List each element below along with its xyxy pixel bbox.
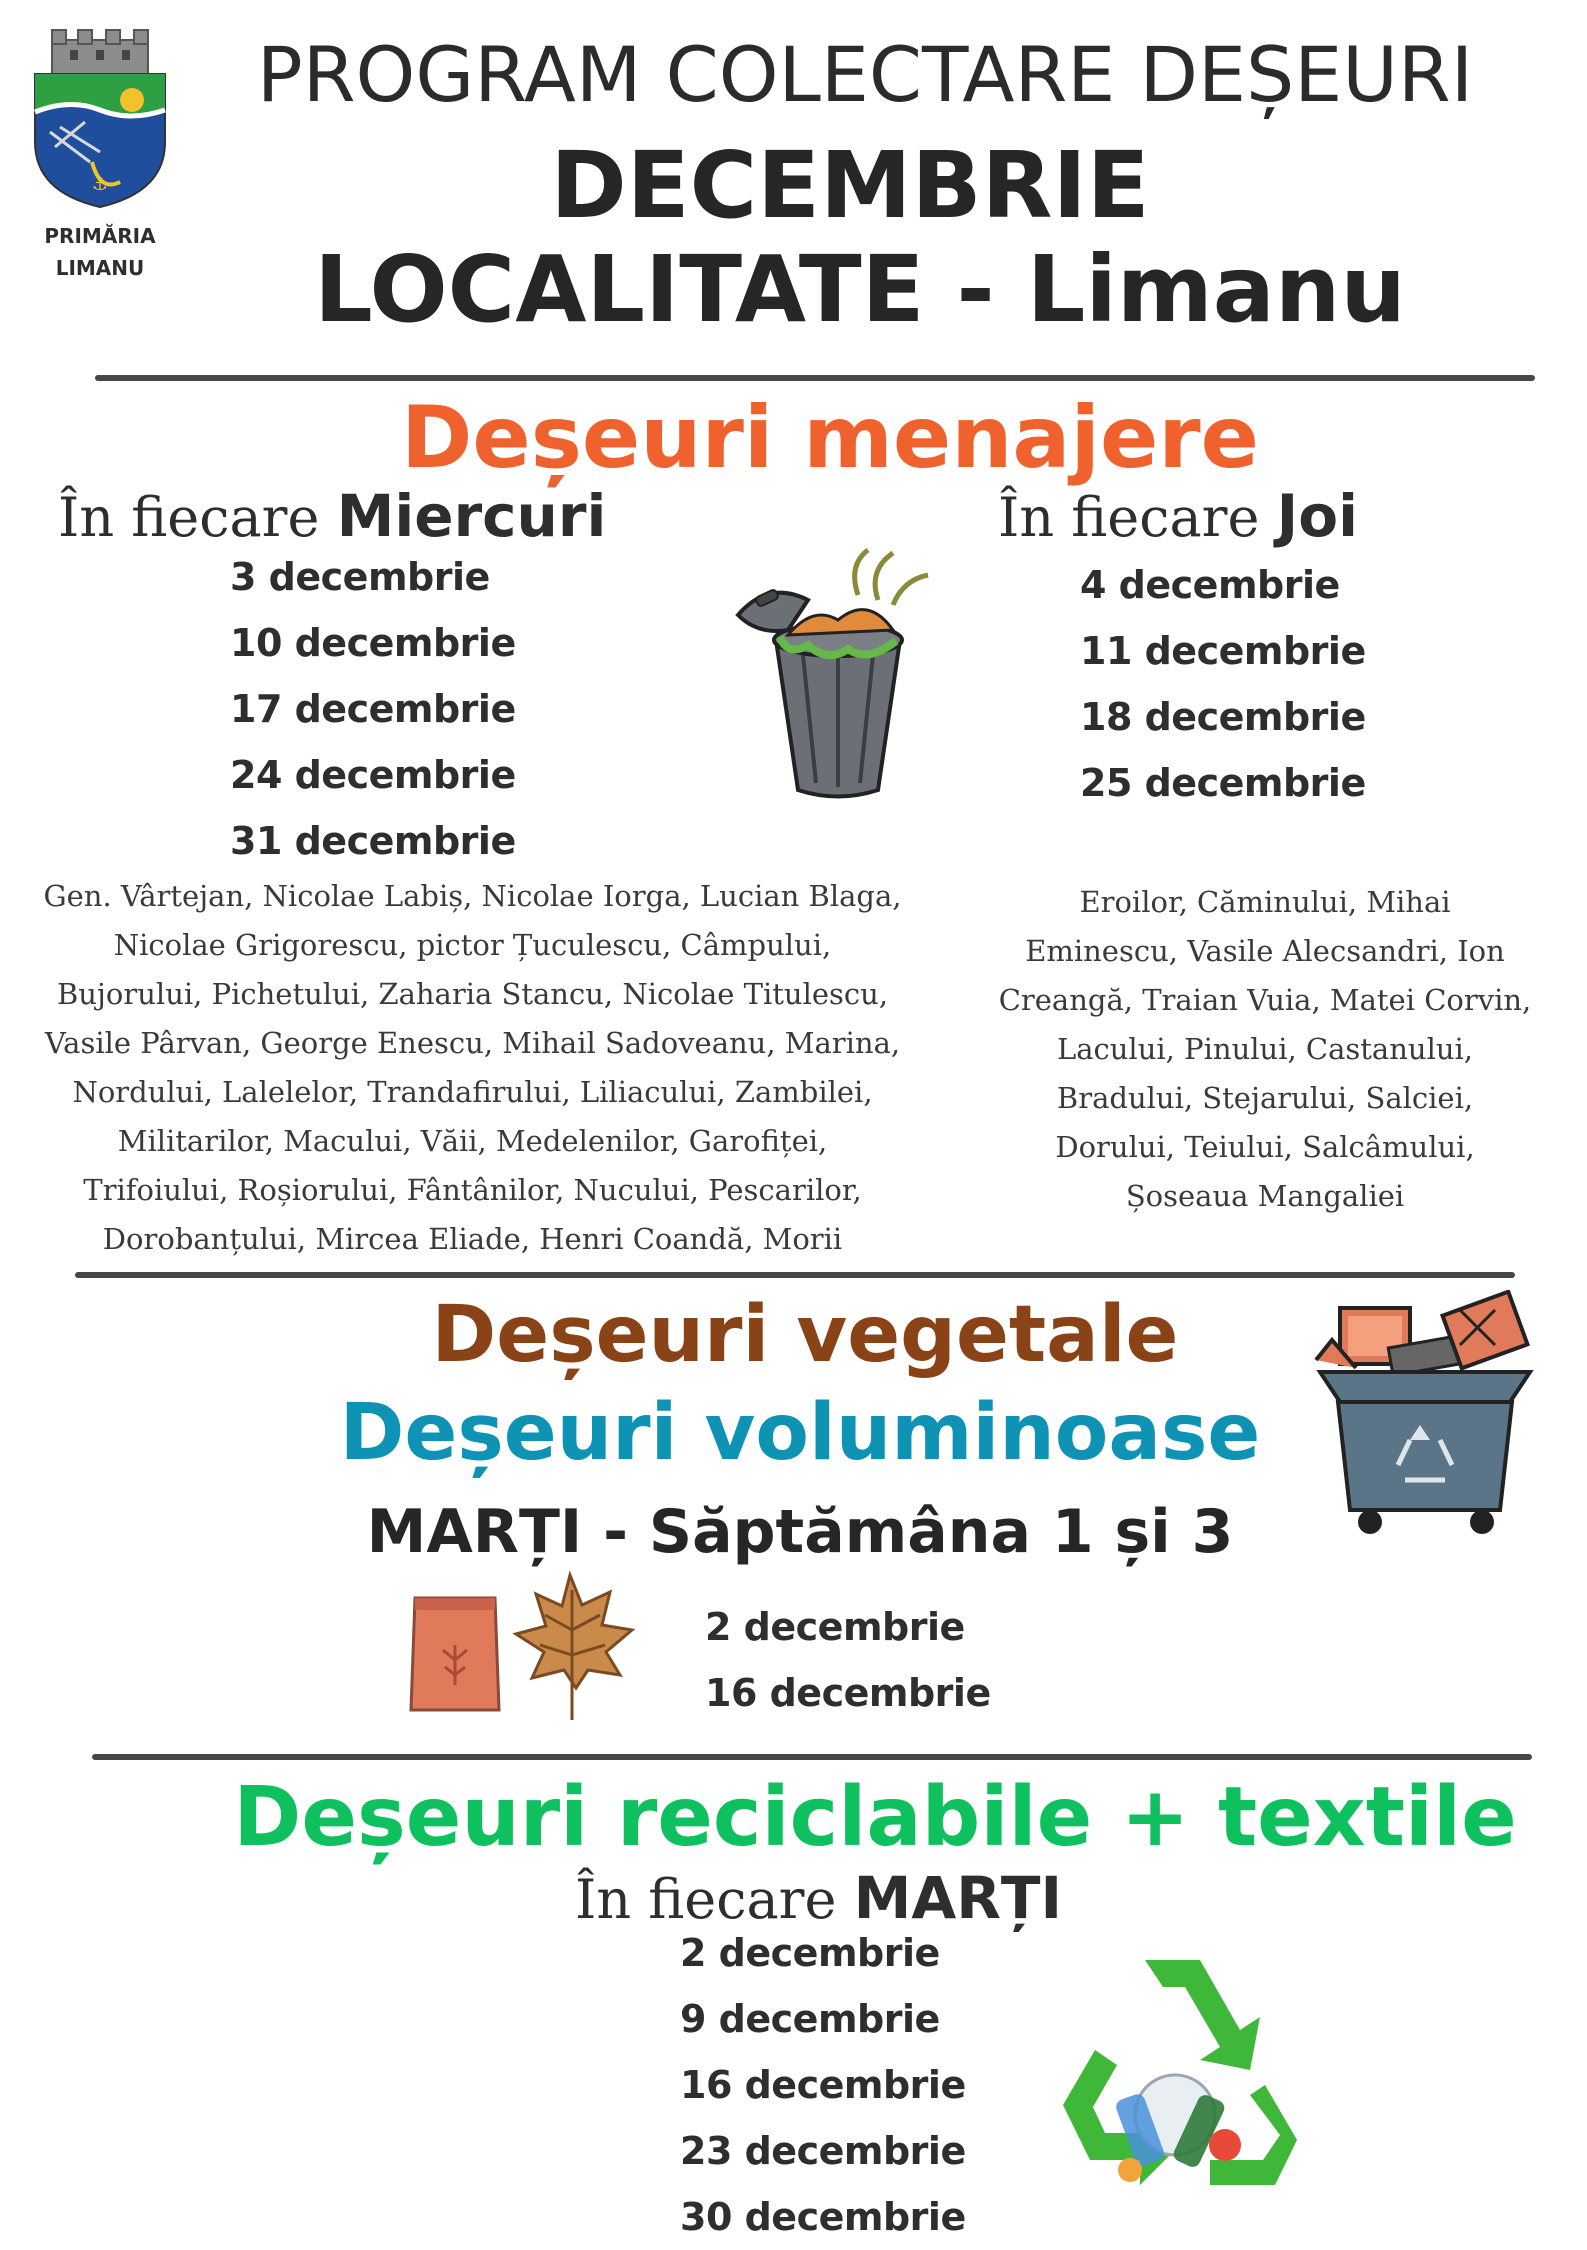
- date-item: 25 decembrie: [1080, 761, 1366, 805]
- reciclabile-dates: [680, 1920, 966, 2250]
- date-item: 23 decembrie: [680, 2129, 966, 2173]
- menajere-title: Deșeuri menajere: [400, 388, 1260, 488]
- date-item: 11 decembrie: [1080, 629, 1366, 673]
- date-item: 24 decembrie: [230, 753, 516, 797]
- recycle-icon: [1035, 1945, 1315, 2205]
- voluminoase-title: Deșeuri voluminoase: [339, 1388, 1261, 1478]
- reciclabile-prefix: În fiecare: [575, 1868, 837, 1931]
- street-line: Militarilor, Macului, Văii, Medelenilor, Garofiței,: [117, 1124, 828, 1158]
- reciclabile-day: MARȚI: [853, 1864, 1063, 1932]
- street-line: Eminescu, Vasile Alecsandri, Ion: [1025, 934, 1505, 968]
- svg-text:⚓: ⚓: [91, 174, 109, 195]
- date-item: 4 decembrie: [1080, 563, 1340, 607]
- street-line: Bujorului, Pichetului, Zaharia Stancu, Nicolae Titulescu,: [56, 977, 889, 1011]
- trash-can-icon: [728, 545, 948, 800]
- date-item: 10 decembrie: [230, 621, 516, 665]
- menajere-right-dates: [1080, 552, 1366, 816]
- divider-1: [95, 375, 1535, 381]
- reciclabile-title: Deșeuri reciclabile + textile: [233, 1770, 1517, 1865]
- page-title: PROGRAM COLECTARE DEȘEURI: [256, 30, 1474, 119]
- menajere-right-prefix: În fiecare: [998, 486, 1260, 549]
- street-line: Gen. Vârtejan, Nicolae Labiș, Nicolae Iorga, Lucian Blaga,: [43, 879, 902, 913]
- date-item: 9 decembrie: [680, 1997, 940, 2041]
- menajere-right-day: Joi: [1276, 482, 1358, 550]
- menajere-left-prefix: În fiecare: [58, 486, 320, 549]
- divider-3: [92, 1754, 1532, 1760]
- street-line: Lacului, Pinului, Castanului,: [1056, 1032, 1474, 1066]
- menajere-right-heading: [998, 482, 1358, 550]
- date-item: 2 decembrie: [705, 1605, 965, 1649]
- date-item: 17 decembrie: [230, 687, 516, 731]
- date-item: 18 decembrie: [1080, 695, 1366, 739]
- menajere-left-streets: [0, 872, 945, 1264]
- locality-title: LOCALITATE - Limanu: [314, 236, 1406, 343]
- coat-of-arms-icon: [30, 22, 170, 212]
- street-line: Nordului, Lalelelor, Trandafirului, Liliacului, Zambilei,: [72, 1075, 873, 1109]
- date-item: 30 decembrie: [680, 2195, 966, 2239]
- vegetale-title: Deșeuri vegetale: [431, 1290, 1179, 1380]
- month-title: DECEMBRIE: [550, 132, 1150, 239]
- logo-line-1: PRIMĂRIA: [44, 224, 156, 248]
- compost-bag-icon: [405, 1590, 505, 1718]
- date-item: 16 decembrie: [705, 1671, 991, 1715]
- divider-2: [75, 1272, 1515, 1278]
- street-line: Bradului, Stejarului, Salciei,: [1056, 1081, 1474, 1115]
- logo-line-2: LIMANU: [55, 256, 145, 280]
- date-item: 16 decembrie: [680, 2063, 966, 2107]
- vegetale-dates: [705, 1594, 991, 1726]
- street-line: Creangă, Traian Vuia, Matei Corvin,: [998, 983, 1532, 1017]
- street-line: Eroilor, Căminului, Mihai: [1079, 885, 1451, 919]
- date-item: 3 decembrie: [230, 555, 490, 599]
- date-item: 31 decembrie: [230, 819, 516, 863]
- street-line: Vasile Pârvan, George Enescu, Mihail Sadoveanu, Marina,: [44, 1026, 901, 1060]
- bulky-waste-container-icon: [1310, 1290, 1540, 1540]
- street-line: Dorobanțului, Mircea Eliade, Henri Coandă, Morii: [102, 1222, 843, 1256]
- street-line: Șoseaua Mangaliei: [1125, 1179, 1405, 1213]
- menajere-left-dates: [230, 544, 516, 874]
- autumn-leaf-icon: [510, 1570, 635, 1730]
- street-line: Dorului, Teiului, Salcâmului,: [1055, 1130, 1475, 1164]
- menajere-left-heading: [58, 482, 606, 550]
- menajere-left-day: Miercuri: [336, 482, 607, 550]
- date-item: 2 decembrie: [680, 1931, 940, 1975]
- street-line: Nicolae Grigorescu, pictor Țuculescu, Câmpului,: [113, 928, 832, 962]
- menajere-right-streets: [965, 878, 1565, 1221]
- vegetale-schedule: MARȚI - Săptămâna 1 și 3: [366, 1497, 1234, 1567]
- street-line: Trifoiului, Roșiorului, Fântânilor, Nucului, Pescarilor,: [83, 1173, 862, 1207]
